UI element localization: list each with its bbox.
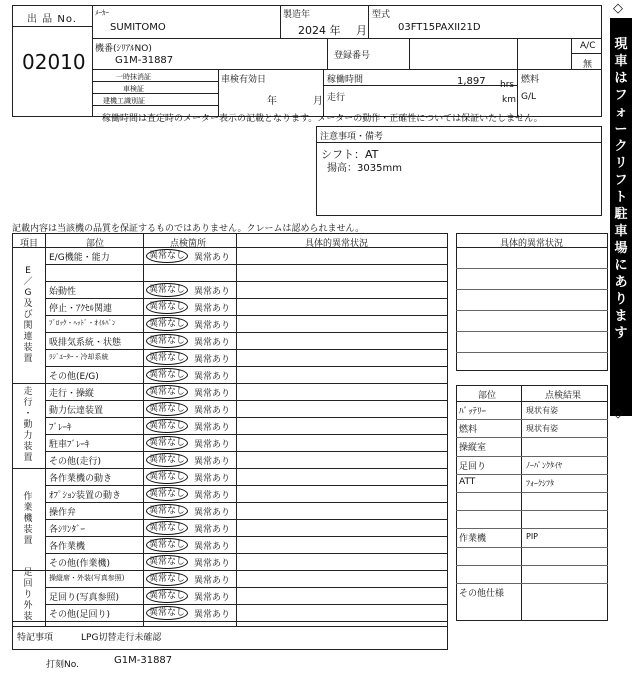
- shaken-expiry-label: 車検有効日: [221, 75, 267, 85]
- section-label: 作 業 機 装 置: [23, 491, 33, 546]
- result-part: 燃料: [459, 425, 478, 436]
- side-banner-char: り: [614, 292, 628, 307]
- part-label: 操縦席・外装(写真参照): [49, 574, 125, 582]
- ng-option: 異常あり: [194, 559, 231, 569]
- ac-label: A/C: [580, 41, 596, 51]
- part-label: 動力伝達装置: [49, 406, 104, 416]
- result-row-line: [456, 528, 608, 529]
- remark-lift-height: 揚高：3035mm: [327, 163, 402, 174]
- inspection-cert-label: 建機工識別証: [103, 97, 145, 105]
- result-part: ATT: [459, 476, 476, 487]
- ng-option: 異常あり: [194, 576, 231, 586]
- right-detail-box: [456, 233, 608, 371]
- quality-disclaimer: 記載内容は当該機の品質を保証するものではありません。クレームは認められません。: [12, 224, 365, 234]
- ok-circled: 異常なし: [146, 402, 188, 416]
- result-col-result: 点検結果: [545, 391, 582, 401]
- ok-circled: 異常なし: [146, 300, 188, 314]
- ok-circled: 異常なし: [146, 436, 188, 450]
- ok-circled: 異常なし: [146, 572, 188, 586]
- side-banner-char: ト: [614, 190, 628, 205]
- side-banner-char: 車: [614, 54, 628, 69]
- side-banner-char: フ: [614, 88, 628, 103]
- result-row-line: [456, 565, 608, 566]
- ng-option: 異常あり: [194, 508, 231, 518]
- ok-circled: 異常なし: [146, 538, 188, 552]
- lot-number-label: 出 品 No.: [27, 14, 77, 25]
- part-label: ｵﾌﾟｼｮﾝ装置の動き: [49, 491, 122, 501]
- result-value: 現状有姿: [526, 406, 558, 415]
- hours-value: 1,897: [457, 76, 486, 87]
- hours-label: 稼働時間: [327, 75, 364, 85]
- lot-number-box: [12, 5, 93, 117]
- shaken-year-unit: 年: [267, 96, 277, 107]
- shaken-label: 車検証: [123, 85, 144, 93]
- side-banner-char: リ: [614, 156, 628, 171]
- ok-circled: 異常なし: [146, 589, 188, 603]
- shaken-month-unit: 月: [313, 96, 323, 107]
- side-banner-char: 現: [614, 37, 628, 52]
- result-row-line: [456, 474, 608, 475]
- ok-circled: 異常なし: [146, 453, 188, 467]
- ng-option: 異常あり: [194, 372, 231, 382]
- side-banner-char: フ: [614, 173, 628, 188]
- part-label: 各作業機の動き: [49, 474, 113, 484]
- side-banner-char: ま: [614, 309, 628, 324]
- side-banner-bottom-mark: ◇: [613, 406, 623, 421]
- result-row-line: [456, 437, 608, 438]
- ng-option: 異常あり: [194, 593, 231, 603]
- result-part: ﾊﾞｯﾃﾘｰ: [459, 407, 487, 417]
- result-value: ﾉｰﾊﾟﾝｸﾀｲﾔ: [526, 460, 562, 470]
- side-banner-char: 車: [614, 224, 628, 239]
- ng-option: 異常あり: [194, 474, 231, 484]
- result-col-part: 部位: [478, 391, 497, 401]
- year-month-unit: 月: [356, 24, 367, 37]
- temp-cancel-label: 一時抹消証: [116, 73, 151, 81]
- part-label: E/G機能・能力: [49, 253, 110, 263]
- section-label: E ／ G 及 び 関 連 装 置: [23, 265, 33, 364]
- part-label: その他(足回り): [49, 610, 111, 620]
- side-banner-char: ク: [614, 139, 628, 154]
- result-value: PIP: [526, 532, 539, 542]
- ng-option: 異常あり: [194, 542, 231, 552]
- year-label: 製造年: [283, 10, 311, 20]
- side-banner-char: す: [614, 326, 628, 341]
- part-label: 吸排気系統・状態: [49, 338, 122, 348]
- side-banner-char: あ: [614, 275, 628, 290]
- ng-option: 異常あり: [194, 389, 231, 399]
- detail-line: [456, 289, 608, 290]
- ng-option: 異常あり: [194, 610, 231, 620]
- side-banner-char: 駐: [614, 207, 628, 222]
- ng-option: 異常あり: [194, 287, 231, 297]
- part-label: 走行・操縦: [49, 389, 95, 399]
- section-label: 足 回 り 外 装: [23, 568, 33, 622]
- remarks-label: 注意事項・備考: [320, 132, 384, 142]
- serial-value: G1M-31887: [115, 55, 174, 66]
- hours-unit: hrs: [500, 80, 515, 90]
- result-part: その他仕様: [459, 589, 505, 599]
- ok-circled: 異常なし: [146, 317, 188, 331]
- col-part-header: 部位: [86, 239, 105, 249]
- section-label: 走 行 ・ 動 力 装 置: [23, 387, 33, 463]
- lot-number: 02010: [22, 50, 86, 74]
- col-item-header: 項目: [20, 239, 39, 249]
- ng-option: 異常あり: [194, 338, 231, 348]
- ok-circled: 異常なし: [146, 419, 188, 433]
- side-banner: [610, 18, 632, 416]
- detail-line: [456, 331, 608, 332]
- side-banner-char: 場: [614, 241, 628, 256]
- ok-circled: 異常なし: [146, 283, 188, 297]
- year-value: 2024 年: [298, 24, 341, 37]
- result-row-line: [456, 419, 608, 420]
- maker-label: ﾒｰｶｰ: [95, 9, 109, 17]
- ok-circled: 異常なし: [146, 606, 188, 620]
- part-label: ﾗｼﾞｴｰﾀｰ・冷却系統: [49, 353, 109, 361]
- part-label: 操作弁: [49, 508, 77, 518]
- part-label: 始動性: [49, 287, 77, 297]
- result-part: 作業機: [459, 534, 487, 545]
- part-label: 駐車ﾌﾞﾚｰｷ: [49, 440, 90, 450]
- ok-circled: 異常なし: [146, 504, 188, 518]
- model-value: 03FT15PAXII21D: [398, 22, 481, 33]
- part-label: 足回り(写真参照): [49, 593, 120, 603]
- ng-option: 異常あり: [194, 491, 231, 501]
- ng-option: 異常あり: [194, 406, 231, 416]
- maker-value: SUMITOMO: [110, 22, 166, 33]
- fuel-value: G/L: [521, 92, 537, 102]
- detail-line: [456, 310, 608, 311]
- part-label: 各ｼﾘﾝﾀﾞｰ: [49, 525, 86, 535]
- fuel-label: 燃料: [521, 75, 540, 85]
- ng-option: 異常あり: [194, 525, 231, 535]
- ng-option: 異常あり: [194, 321, 231, 331]
- ng-option: 異常あり: [194, 440, 231, 450]
- part-label: 各作業機: [49, 542, 86, 552]
- serial-label: 機番(ｼﾘｱﾙNO): [95, 44, 152, 54]
- travel-label: 走行: [327, 93, 346, 103]
- special-notes-value: LPG切替走行未確認: [81, 633, 162, 643]
- ng-option: 異常あり: [194, 457, 231, 467]
- ok-circled: 異常なし: [146, 385, 188, 399]
- result-row-line: [456, 510, 608, 511]
- detail-line: [456, 352, 608, 353]
- ng-option: 異常あり: [194, 304, 231, 314]
- ac-value: 無: [583, 60, 593, 70]
- stamp-number-value: G1M-31887: [114, 655, 173, 666]
- side-banner-text: [613, 18, 629, 342]
- ng-option: 異常あり: [194, 355, 231, 365]
- side-banner-char: ー: [614, 122, 628, 137]
- registration-label: 登録番号: [334, 51, 371, 61]
- part-label: ﾌﾞﾚｰｷ: [49, 423, 72, 433]
- side-banner-top-mark: ◇: [613, 1, 623, 16]
- result-value: ﾌｫｰｸｼﾌﾀ: [526, 478, 554, 488]
- special-notes-label: 特記事項: [17, 633, 54, 643]
- ok-circled: 異常なし: [146, 521, 188, 535]
- part-label: その他(E/G): [49, 372, 99, 382]
- stamp-number-label: 打刻No.: [46, 660, 79, 670]
- model-label: 型式: [372, 10, 391, 20]
- result-row-line: [456, 492, 608, 493]
- result-value: 現状有姿: [526, 424, 558, 434]
- result-part: 操縦室: [459, 443, 487, 454]
- part-label: ﾌﾞﾛｯｸ・ﾍｯﾄﾞ・ｵｲﾙﾊﾟﾝ: [49, 319, 116, 327]
- col-check-header: 点検箇所: [170, 239, 207, 249]
- ok-circled: 異常なし: [146, 487, 188, 501]
- ok-circled: 異常なし: [146, 334, 188, 348]
- right-detail-header: 具体的異常状況: [500, 239, 564, 249]
- ok-circled: 異常なし: [146, 555, 188, 569]
- side-banner-char: ォ: [614, 105, 628, 120]
- remarks-box: [316, 126, 602, 216]
- hours-disclaimer: 稼働時間は査定時のメーター表示の記載となります。メーターの動作・正確性については保証いたしません。: [102, 114, 543, 124]
- part-label: その他(作業機): [49, 559, 111, 569]
- ok-circled: 異常なし: [146, 351, 188, 365]
- ng-option: 異常あり: [194, 423, 231, 433]
- part-label: 停止・ｱｸｾﾙ関連: [49, 304, 113, 314]
- ng-option: 異常あり: [194, 253, 231, 263]
- side-banner-char: に: [614, 258, 628, 273]
- remark-shift: シフト：AT: [321, 148, 379, 161]
- result-row-line: [456, 583, 608, 584]
- ok-circled: 異常なし: [146, 368, 188, 382]
- km-unit: km: [502, 95, 516, 105]
- result-row-line: [456, 456, 608, 457]
- special-notes-box: [12, 626, 448, 650]
- ok-circled: 異常なし: [146, 249, 188, 263]
- ok-circled: 異常なし: [146, 470, 188, 484]
- part-label: その他(走行): [49, 457, 102, 467]
- detail-line: [456, 268, 608, 269]
- col-detail-header: 具体的異常状況: [305, 239, 369, 249]
- result-part: 足回り: [459, 461, 487, 472]
- result-row-line: [456, 547, 608, 548]
- side-banner-char: は: [614, 71, 628, 86]
